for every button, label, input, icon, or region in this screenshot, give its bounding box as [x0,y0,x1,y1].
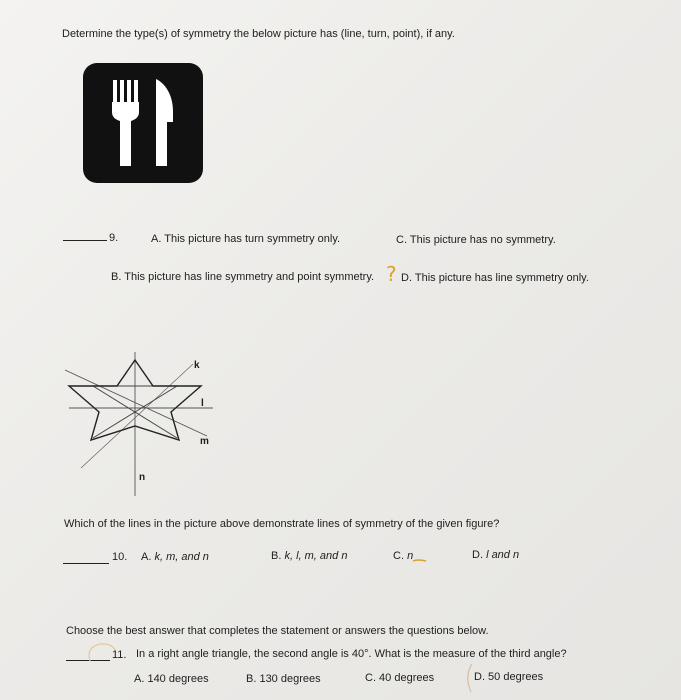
q10-option-c [393,550,413,562]
q9-option-a: A. This picture has turn symmetry only. [151,233,341,245]
q9-option-c: C. This picture has no symmetry. [396,234,556,246]
q9-option-b: B. This picture has line symmetry and point symmetry. [111,271,375,283]
q10-prompt: Which of the lines in the picture above demonstrate lines of symmetry of the given figure? [64,518,500,530]
q10-number: 10. [112,551,128,563]
q11-option-b: B. 130 degrees [246,673,321,685]
q11-option-a: A. 140 degrees [134,673,209,685]
q10-option-b-value: k, l, m, and n [284,550,348,562]
handwritten-question-mark: ? [386,262,397,286]
figure-label-m: m [200,436,209,447]
q9-option-d: D. This picture has line symmetry only. [401,272,589,284]
fork-knife-icon [82,62,204,184]
section3-instructions: Choose the best answer that completes the statement or answers the questions below. [66,625,489,637]
q10-option-c-prefix: C. [393,550,404,562]
q11-question: In a right angle triangle, the second angle is 40°. What is the measure of the third angle? [136,648,567,660]
q11-number: 11. [112,649,127,661]
q10-option-b [271,550,347,562]
q9-number: 9. [109,232,119,244]
figure-label-l: l [201,398,204,409]
q11-option-c: C. 40 degrees [365,672,435,684]
q10-option-d-prefix: D. [472,549,483,561]
answer-blank-9[interactable] [63,240,107,241]
q10-option-a-prefix: A. [141,551,152,563]
q10-option-d-value: l and n [486,549,520,561]
q10-option-c-value: n [407,550,414,562]
q10-option-d [472,549,519,561]
q10-option-a-value: k, m, and n [154,551,209,563]
q10-option-a [141,551,209,563]
q10-option-b-prefix: B. [271,550,282,562]
figure-label-k: k [194,360,200,371]
pencil-mark-icon [412,556,428,564]
q11-option-d: D. 50 degrees [474,671,544,683]
figure-label-n: n [139,472,146,483]
instructions-heading: Determine the type(s) of symmetry the below picture has (line, turn, point), if any. [62,28,455,40]
answer-blank-10[interactable] [63,563,109,564]
